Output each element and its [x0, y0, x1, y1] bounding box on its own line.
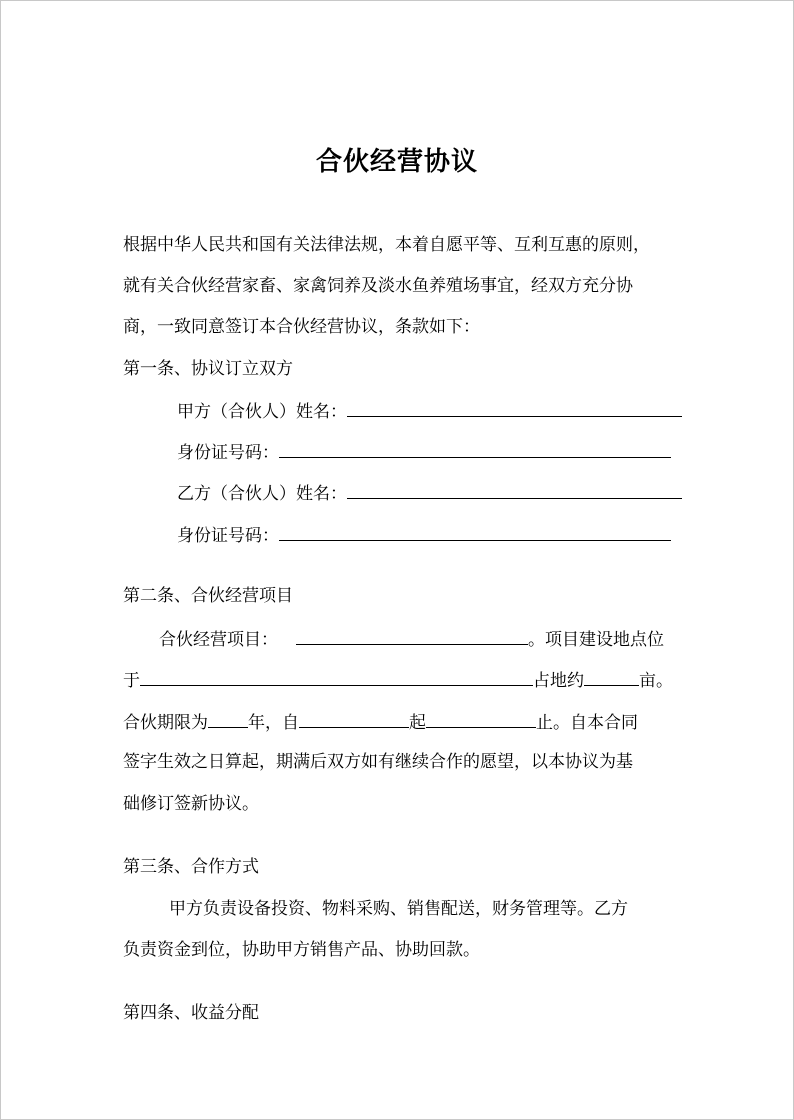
party-b-id-blank[interactable] [279, 522, 671, 541]
start-date-blank[interactable] [299, 709, 409, 728]
year-label: 年，自 [248, 713, 299, 733]
party-b-name-row [177, 480, 682, 506]
intro-line-2: 就有关合伙经营家畜、家禽饲养及淡水鱼养殖场事宜，经双方充分协 [123, 276, 633, 296]
end-date-blank[interactable] [426, 709, 536, 728]
party-a-id-blank[interactable] [279, 439, 671, 458]
article3-line-2: 负责资金到位，协助甲方销售产品、协助回款。 [123, 940, 480, 960]
article1-heading: 第一条、协议订立双方 [123, 359, 293, 379]
article4-heading: 第四条、收益分配 [123, 1003, 259, 1023]
article2-heading: 第二条、合伙经营项目 [123, 586, 293, 606]
party-a-name-label: 甲方（合伙人）姓名： [177, 402, 347, 422]
until-label: 止。自本合同 [536, 713, 638, 733]
area-label: 占地约 [533, 671, 584, 691]
party-b-id-row [177, 522, 671, 548]
party-a-name-blank[interactable] [347, 398, 682, 417]
party-b-name-blank[interactable] [347, 480, 682, 499]
intro-line-3: 商，一致同意签订本合伙经营协议，条款如下： [123, 317, 480, 337]
area-blank[interactable] [584, 667, 639, 686]
article3-line-1: 甲方负责设备投资、物料采购、销售配送，财务管理等。乙方 [169, 899, 628, 919]
party-a-id-label: 身份证号码： [177, 443, 279, 463]
article2-line-5: 础修订签新协议。 [123, 794, 259, 814]
term-years-blank[interactable] [208, 709, 248, 728]
location-blank[interactable] [140, 667, 533, 686]
intro-line-1: 根据中华人民共和国有关法律法规，本着自愿平等、互利互惠的原则， [123, 235, 650, 255]
article3-heading: 第三条、合作方式 [123, 857, 259, 877]
area-unit: 亩。 [639, 671, 673, 691]
located-at-label: 于 [123, 671, 140, 691]
party-a-id-row [177, 439, 671, 465]
location-label: 。项目建设地点位 [528, 630, 664, 650]
party-a-name-row [177, 398, 682, 424]
term-row [123, 709, 638, 735]
project-blank[interactable] [296, 626, 528, 645]
term-label: 合伙期限为 [123, 713, 208, 733]
project-label: 合伙经营项目： [159, 630, 278, 650]
from-label: 起 [409, 713, 426, 733]
document-title: 合伙经营协议 [315, 147, 478, 177]
party-b-name-label: 乙方（合伙人）姓名： [177, 484, 347, 504]
party-b-id-label: 身份证号码： [177, 526, 279, 546]
project-row [159, 626, 664, 652]
location-row [123, 667, 673, 693]
article2-line-4: 签字生效之日算起，期满后双方如有继续合作的愿望，以本协议为基 [123, 752, 633, 772]
